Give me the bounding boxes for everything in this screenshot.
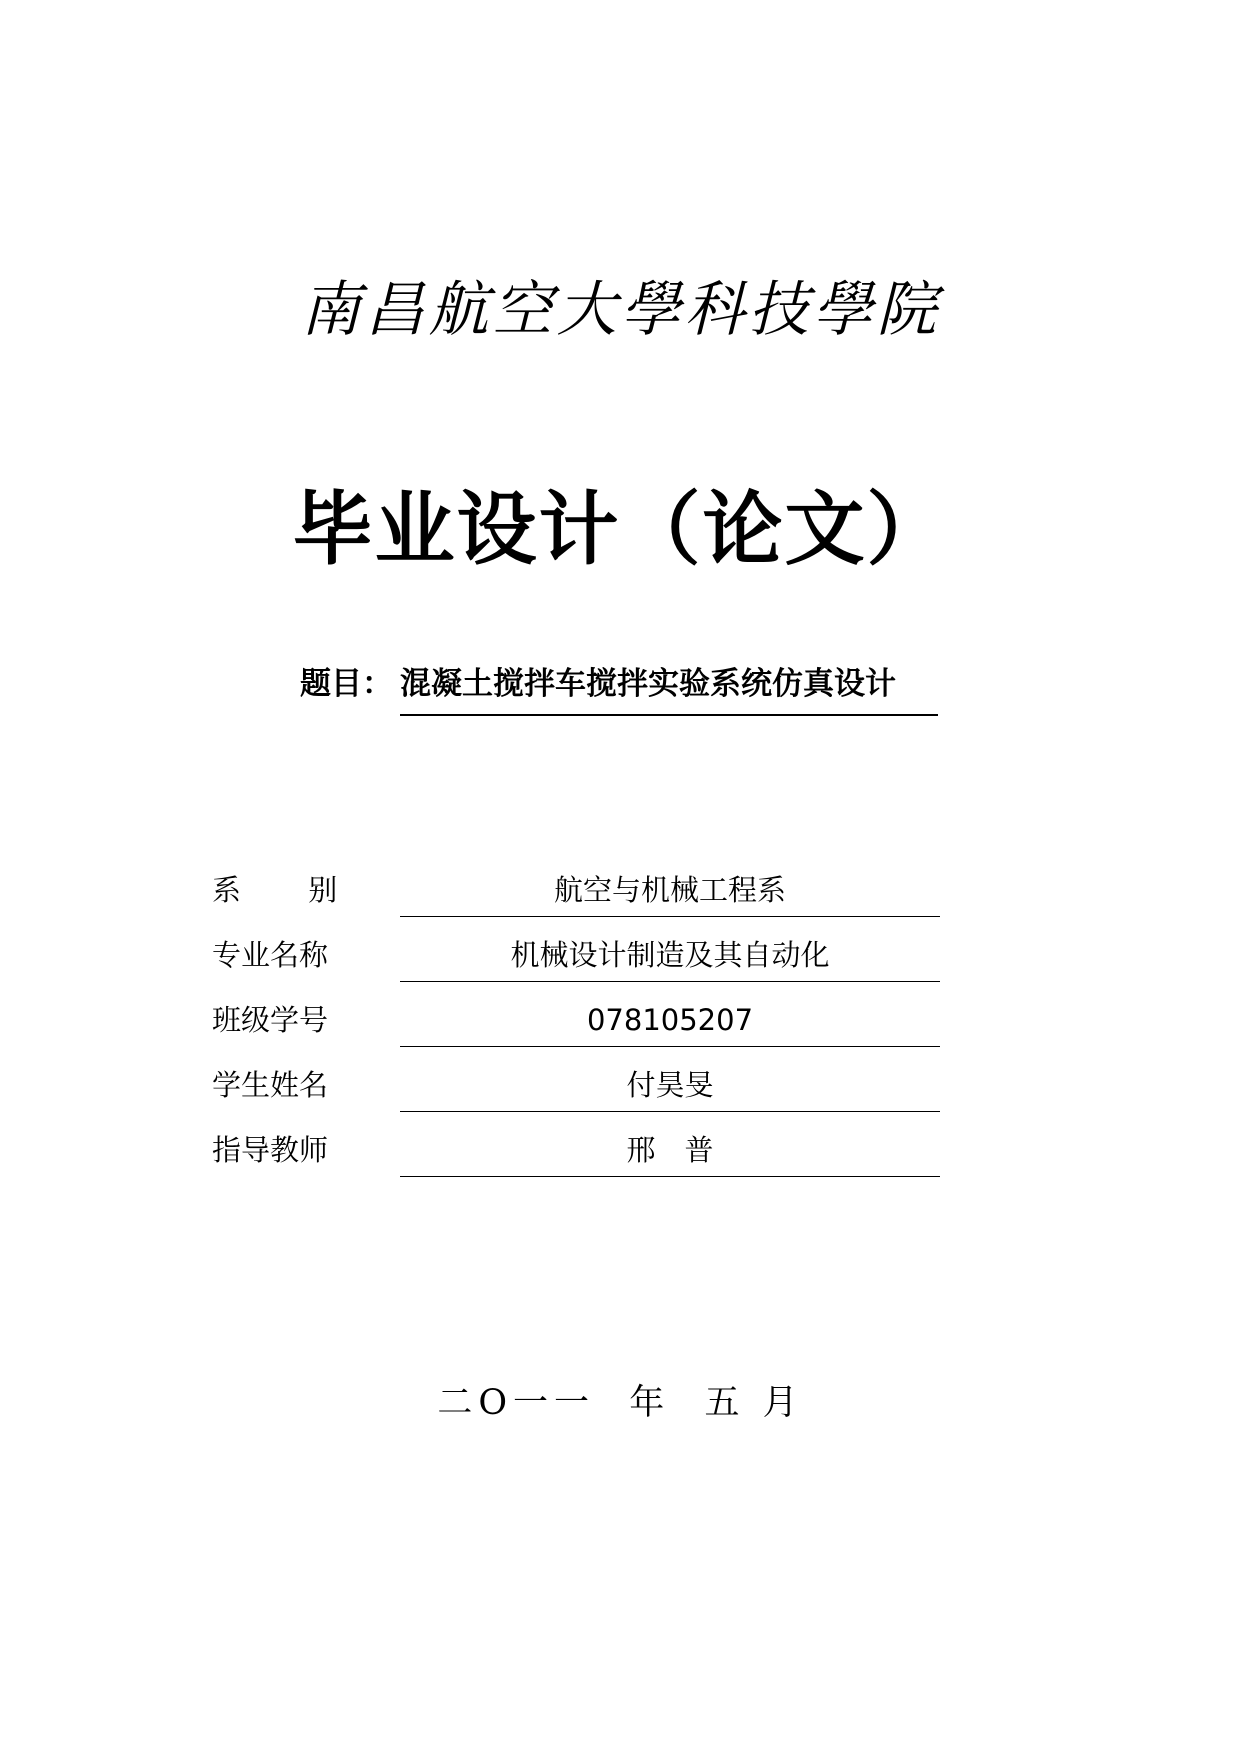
department-value: 航空与机械工程系 (553, 873, 786, 907)
date-line: 二O一一 年 五 月 (437, 1383, 804, 1423)
document-title: 毕业设计（论文） (292, 483, 949, 576)
info-row-class-id (212, 990, 940, 1048)
student-name-underline (400, 1111, 940, 1112)
advisor-label: 指导教师 (212, 1133, 329, 1167)
school-name-calligraphy: 南昌航空大學科技學院 (300, 275, 941, 345)
topic-value: 混凝土搅拌车搅拌实验系统仿真设计 (400, 660, 938, 716)
department-underline (400, 916, 940, 917)
major-value: 机械设计制造及其自动化 (510, 938, 830, 972)
student-name-value: 付昊旻 (626, 1068, 714, 1102)
class-id-value: 078105207 (586, 1003, 754, 1037)
major-label: 专业名称 (212, 938, 329, 972)
info-row-major (212, 925, 940, 983)
info-row-department (212, 860, 940, 918)
department-label: 系 别 (212, 873, 338, 907)
advisor-value: 邢 普 (626, 1133, 714, 1167)
class-id-underline (400, 1046, 940, 1047)
topic-label: 题目： (300, 666, 393, 702)
info-row-advisor (212, 1120, 940, 1178)
major-underline (400, 981, 940, 982)
advisor-underline (400, 1176, 940, 1177)
info-row-student-name (212, 1055, 940, 1113)
class-id-label: 班级学号 (212, 1003, 329, 1037)
student-name-label: 学生姓名 (212, 1068, 329, 1102)
